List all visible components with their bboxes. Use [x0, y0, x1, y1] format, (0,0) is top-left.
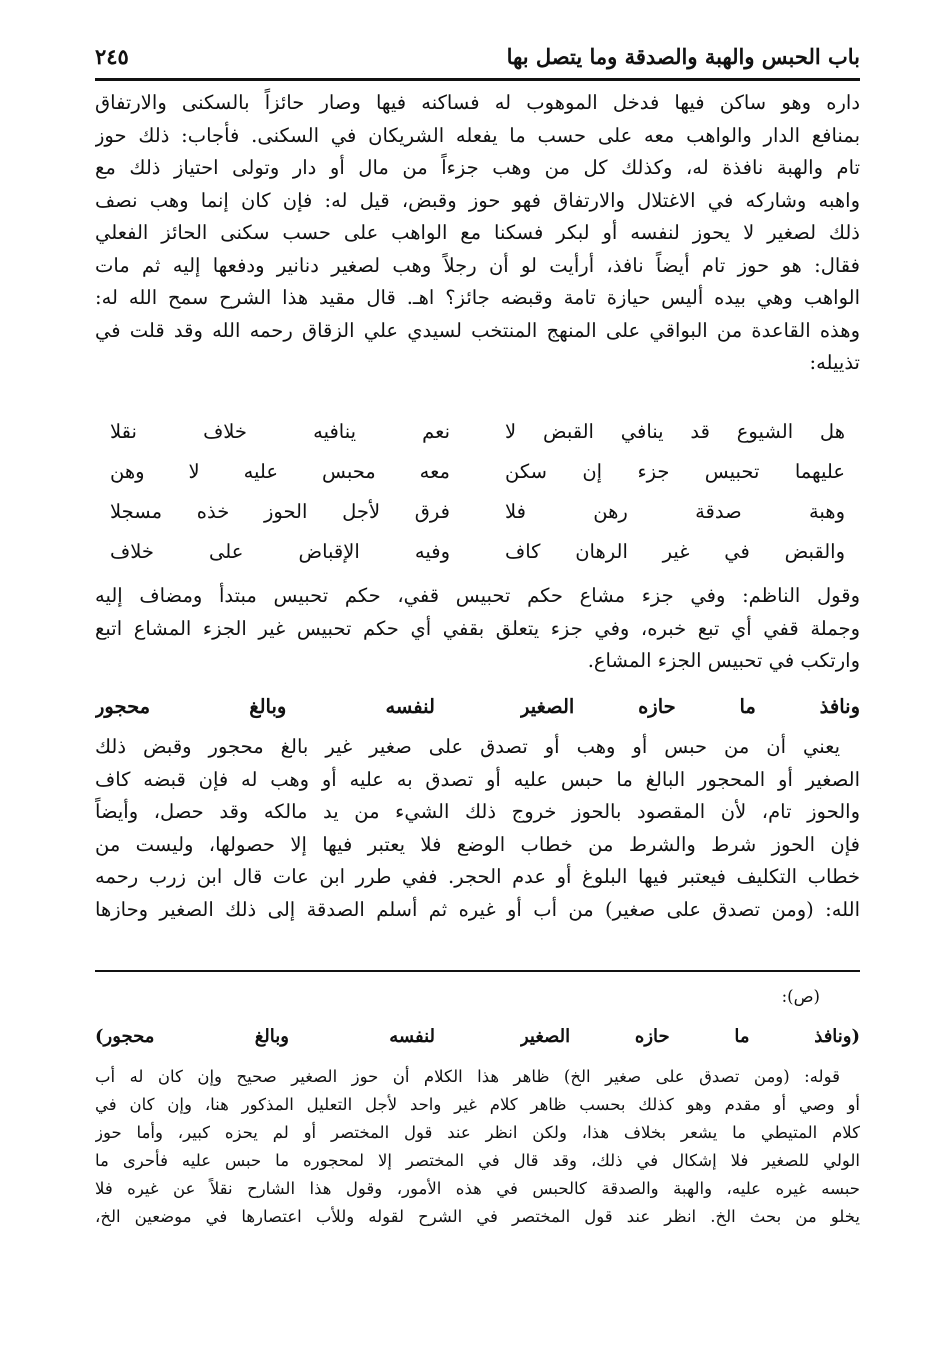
text-line: حبسه غيره عليه، والهبة والصدقة كالحبس في هذه الأمور، وقول هذا الشارح نقلاً عن غيره فلا [95, 1179, 860, 1198]
poem-verse [110, 492, 845, 532]
paragraph-3 [95, 731, 860, 926]
text-line: وجملة قفي أي تبع خبره، وفي جزء يتعلق بقفي أي حكم تحبيس غير الجزء المشاع اتبع [95, 616, 860, 640]
poem-verse [110, 532, 845, 572]
hemistich-second: فرق لأجل الحوز خذه مسجلا [110, 500, 450, 523]
text-line: يعني أن من حبس أو وهب أو تصدق على صغير غير بالغ محجور وقبض ذلك [95, 735, 840, 758]
text-line: فقال: هو حوز تام أيضاً نافذ، أرأيت لو أن رجلاً وهب لصغير دنانير ودفعها إليه ثم مات [95, 253, 860, 277]
footnote-label: (ص): [781, 987, 820, 1006]
footnote [95, 983, 860, 1231]
text-line: فإن الحوز شرط والشرط من خطاب الوضع فلا يعتبر فيها إلا حصولها، وليست من [95, 832, 860, 856]
chapter-title: باب الحبس والهبة والصدقة وما يتصل بها [506, 44, 860, 69]
text-line: وهذه القاعدة من البواقي على المنهج المنتخب لسيدي علي الزقاق رحمه الله وقد قلت في [95, 318, 860, 342]
text-line: الولي للصغير فلا إشكال في ذلك، وقد قال في المختصر إلا لمحجوره ما حبس عليه فأحرى ما [95, 1151, 860, 1170]
poem [110, 412, 845, 572]
hemistich-first: هل الشيوع قد ينافي القبض لا [505, 420, 845, 443]
text-line: واهبه وشاركه في الاغتلال والارتفاق فهو حوز وقبض، قيل له: فإن كان إنما وهب نصف [95, 188, 860, 212]
hemistich-first: والقبض في غير الرهان كاف [505, 540, 845, 563]
footnote-verse [95, 1017, 860, 1057]
page-number: ٢٤٥ [95, 44, 129, 69]
text-line: أو وصي أو مقدم وهو كذلك بحسب ظاهر كلام غير واحد لأجل التعليل المذكور هنا، وإن كان في [95, 1095, 860, 1114]
text-line: يخلو من بحث الخ. انظر عند قول المختصر في الشرح لقوله وللأب اعتصارها في موضعين الخ، [95, 1207, 860, 1226]
hemistich-first: (ونافذ ما حازه الصغير [520, 1026, 860, 1047]
text-line: قوله: (ومن تصدق على صغير الخ) ظاهر هذا الكلام أن حوز الصغير صحيح وإن كان له أب [95, 1067, 840, 1086]
running-header [95, 44, 860, 74]
header-rule [95, 78, 860, 81]
text-line: وقول الناظم: وفي جزء مشاع حكم تحبيس قفي، حكم تحبيس مبتدأ ومضاف إليه [95, 584, 860, 607]
text-line: وارتكب في تحبيس الجزء المشاع. [587, 649, 860, 672]
hemistich-second: معه محبس عليه لا وهن [110, 460, 450, 483]
hemistich-second: لنفسه وبالغ محجور) [95, 1026, 435, 1047]
text-line: الصغير أو المحجور البالغ ما حبس عليه أو تصدق به عليه أو وهب له فإن قبضه كاف [95, 767, 860, 791]
text-line: تام والهبة نافذة له، وكذلك كل من وهب جزءاً من مال أو دار وتولى احتياز ذلك مع [95, 156, 860, 179]
text-line: داره وهو ساكن فيها فدخل الموهوب له فساكنه فيها وصار حائزاً بالسكنى والارتفاق [95, 91, 860, 114]
text-line: ذلك لصغير لا يحوز لنفسه أو لبكر فسكنا مع الواهب على حسب سكنى الحائز الفعلي [95, 221, 860, 244]
text-line: كلام المتيطي ما يشعر بخلاف هذا، ولكن انظر عند قول المختصر أو لم يحزه كبير، وأما حوز [95, 1123, 860, 1142]
text-line: بمنافع الدار والواهب معه على حسب ما يفعله الشريكان في السكنى. فأجاب: ذلك حوز [95, 123, 860, 147]
hemistich-second: نعم ينافيه خلاف نقلا [110, 420, 450, 443]
main-verse [95, 687, 860, 727]
poem-verse [110, 412, 845, 452]
hemistich-first: عليهما تحبيس جزء إن سكن [505, 460, 845, 483]
hemistich-first: ونافذ ما حازه الصغير [520, 695, 860, 718]
footnote-rule [95, 970, 860, 972]
hemistich-second: لنفسه وبالغ محجور [95, 695, 435, 718]
text-line: والحوز تام، لأن المقصود بالحوز خروج ذلك الشيء من يد مالكه وقد حصل، وأيضاً [95, 800, 860, 823]
poem-verse [110, 452, 845, 492]
hemistich-first: وهبة صدقة رهن فلا [505, 500, 845, 523]
text-line: تذييله: [809, 351, 860, 374]
text-line: خطاب التكليف فيعتبر فيها البلوغ أو عدم الحجر. ففي طرر ابن عات قال ابن زرب رحمه [95, 865, 860, 888]
paragraph-1 [95, 87, 860, 380]
text-line: الله: (ومن تصدق على صغير) من أب أو غيره ثم أسلم الصدقة إلى ذلك الصغير وحازها [95, 897, 860, 921]
text-line: الواهب وهي بيده أليس حيازة تامة وقبضه جائز؟ اهـ. قال مقيد هذا الشرح سمح الله له: [95, 286, 860, 309]
poem-verse [95, 687, 860, 727]
hemistich-second: وفيه الإقباض على خلاف [110, 540, 450, 563]
paragraph-2 [95, 580, 860, 678]
